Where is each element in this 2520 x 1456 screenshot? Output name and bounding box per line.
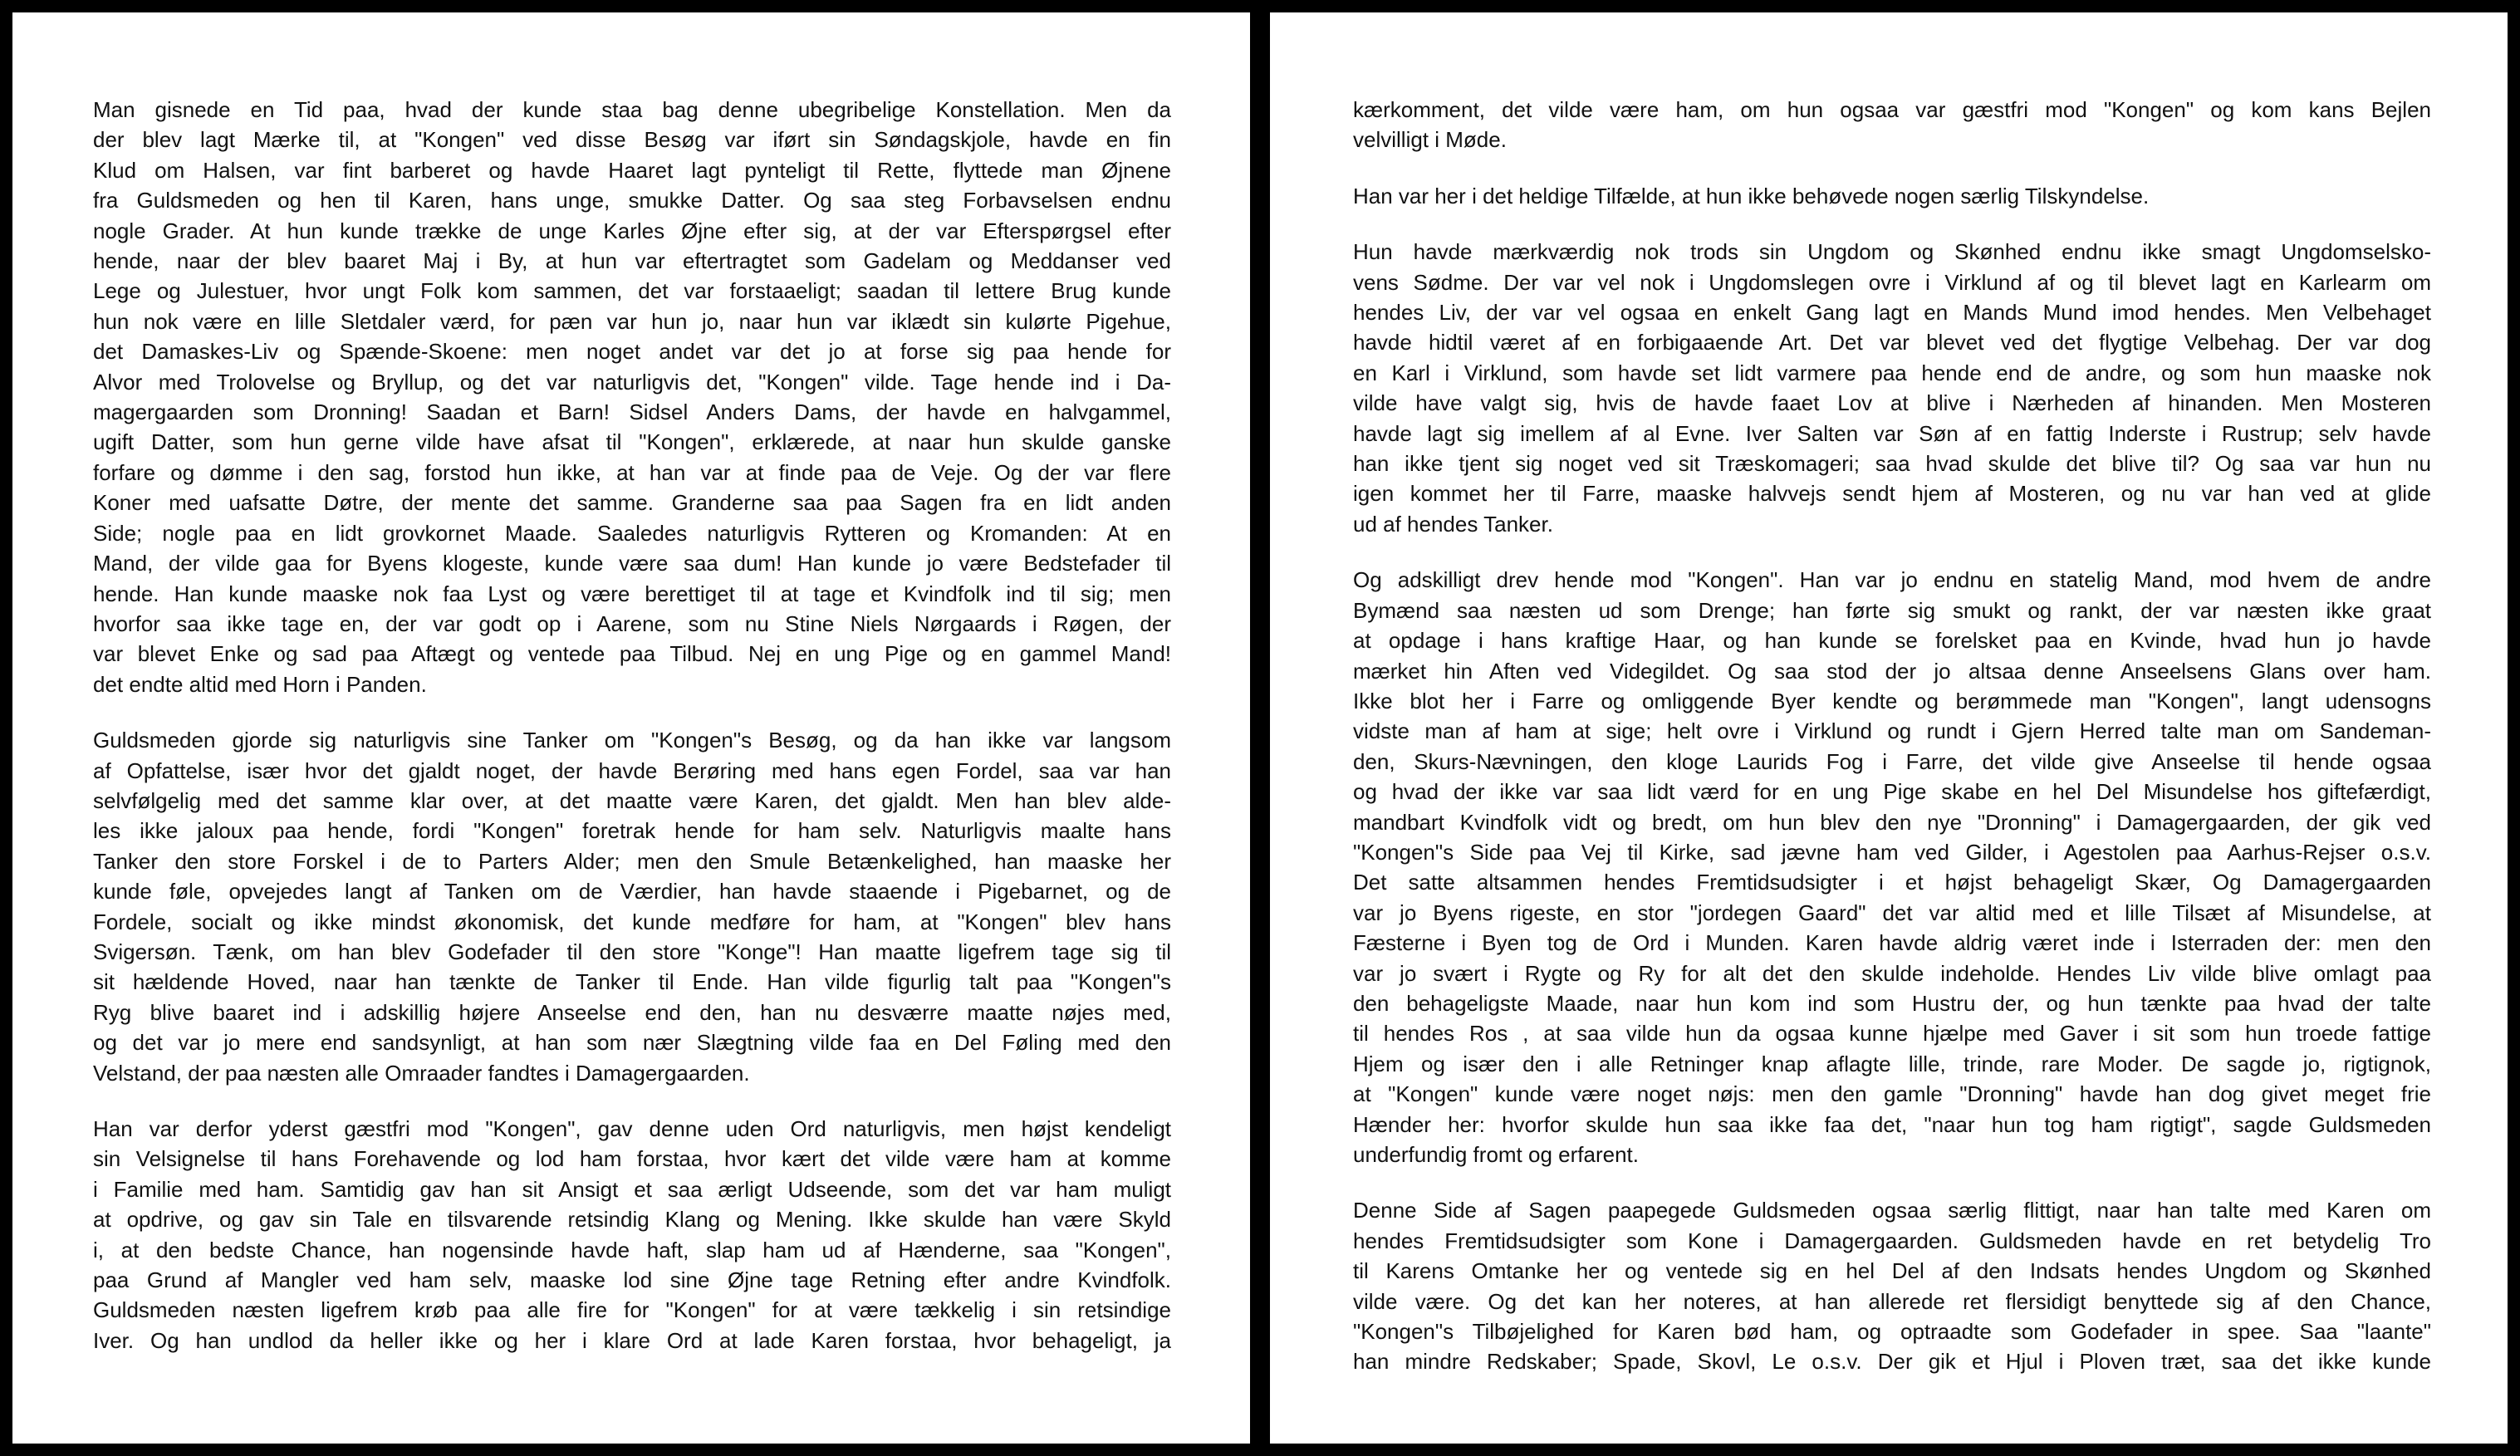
text-line: det Damaskes-Liv og Spænde-Skoene: men noget andet var det jo at forse sig paa hende for: [93, 339, 1171, 365]
text-line: havde hidtil været af en forbigaaende Art. Det var blevet ved det flygtige Velbehag. Der var dog: [1353, 330, 2431, 355]
text-line: at "Kongen" kunde være noget nøjs: men den gamle "Dronning" havde han dog givet meget frie: [1353, 1081, 2431, 1107]
text-line: Han var her i det heldige Tilfælde, at hun ikke behøvede nogen særlig Tilskyndelse.: [1353, 183, 2150, 208]
text-line: havde lagt sig imellem af al Evne. Iver Salten var Søn af en fattig Inderste i Rustrup; selv havde: [1353, 420, 2431, 446]
text-line: han ikke tjent sig noget ved sit Træskomageri; saa hvad skulde det blive til? Og saa var hun nu: [1353, 451, 2431, 477]
text-line: Man gisnede en Tid paa, hvad der kunde staa bag denne ubegribelige Konstellation. Men da: [93, 97, 1171, 122]
text-line: Koner med uafsatte Døtre, der mente det samme. Granderne saa paa Sagen fra en lidt anden: [93, 490, 1171, 516]
text-line: Svigersøn. Tænk, om han blev Godefader til den store "Konge"! Han maatte ligefrem tage sig til: [93, 939, 1171, 964]
text-line: vens Sødme. Der var vel nok i Ungdomslegen ovre i Virklund af og til blevet lagt en Karlearm om: [1353, 269, 2431, 295]
document-page-left: [12, 12, 1250, 1444]
text-line: kunde føle, opvejedes langt af Tanken om de Værdier, han havde staaende i Pigebarnet, og de: [93, 879, 1171, 904]
text-line: Denne Side af Sagen paapegede Guldsmeden ogsaa særlig flittigt, naar han talte med Karen om: [1353, 1198, 2431, 1223]
text-line: var blevet Enke og sad paa Aftægt og ventede paa Tilbud. Nej en ung Pige og en gammel Mand!: [93, 641, 1171, 667]
text-line: det endte altid med Horn i Panden.: [93, 671, 427, 697]
text-line: ugift Datter, som hun gerne vilde have afsat til "Kongen", erklærede, at naar hun skulde ganske: [93, 429, 1171, 455]
text-line: hende, naar der blev baaret Maj i By, at hun var eftertragtet som Gadelam og Meddanser ved: [93, 248, 1171, 274]
text-line: til hendes Ros , at saa vilde hun da ogsaa kunne hjælpe med Gaver i sit som hun troede fattige: [1353, 1021, 2431, 1047]
text-line: underfundig fromt og erfarent.: [1353, 1142, 1639, 1167]
paragraph: [1353, 237, 2431, 539]
text-line: Alvor med Trolovelse og Bryllup, og det var naturligvis det, "Kongen" vilde. Tage hende ind i Da-: [93, 369, 1171, 395]
text-line: "Kongen"s Side paa Vej til Kirke, sad jævne ham ved Gilder, i Agestolen paa Aarhus-Rejser o.s.v.: [1353, 839, 2431, 865]
text-line: var jo Byens rigeste, en stor "jordegen Gaard" det var altid med et lille Tilsæt af Misundelse, at: [1353, 900, 2431, 925]
text-line: og det var jo mere end sandsynligt, at han som nær Slægtning vilde faa en Del Føling med den: [93, 1030, 1171, 1056]
text-line: Det satte altsammen hendes Fremtidsudsigter i et højst behageligt Skær, Og Damagergaarden: [1353, 870, 2431, 895]
text-line: at opdrive, og gav sin Tale en tilsvarende retsindig Klang og Mening. Ikke skulde han være Skyld: [93, 1207, 1171, 1233]
text-line: Guldsmeden gjorde sig naturligvis sine Tanker om "Kongen"s Besøg, og da han ikke var langsom: [93, 728, 1171, 753]
text-line: igen kommet her til Farre, maaske halvvejs sendt hjem af Mosteren, og nu var han ved at glide: [1353, 481, 2431, 507]
text-line: Side; nogle paa en lidt grovkornet Maade. Saaledes naturligvis Rytteren og Kromanden: At en: [93, 520, 1171, 546]
text-line: Iver. Og han undlod da heller ikke og her i klare Ord at lade Karen forstaa, hvor behageligt, ja: [93, 1327, 1171, 1353]
text-line: Fæsterne i Byen tog de Ord i Munden. Karen havde aldrig været inde i Isterraden der: men den: [1353, 930, 2431, 956]
text-line: vilde være. Og det kan her noteres, at han allerede ret flersidigt benyttede sig af den Chance,: [1353, 1288, 2431, 1314]
text-line: hende. Han kunde maaske nok faa Lyst og være berettiget til at tage et Kvindfolk ind til sig; men: [93, 581, 1171, 606]
text-line: magergaarden som Dronning! Saadan et Barn! Sidsel Anders Dams, der havde en halvgammel,: [93, 400, 1171, 425]
text-line: Mand, der vilde gaa for Byens klogeste, kunde være saa dum! Han kunde jo være Bedstefader til: [93, 551, 1171, 576]
paragraph: [1353, 95, 2431, 155]
text-line: ud af hendes Tanker.: [1353, 511, 1553, 537]
text-line: selvfølgelig med det samme klar over, at det maatte være Karen, det gjaldt. Men han blev alde-: [93, 787, 1171, 813]
text-line: Hun havde mærkværdig nok trods sin Ungdom og Skønhed endnu ikke smagt Ungdomselsko-: [1353, 239, 2431, 265]
paragraph: [93, 1114, 1171, 1356]
text-line: den behageligste Maade, naar hun kom ind som Hustru der, og hun tænkte paa hvad der talte: [1353, 990, 2431, 1016]
text-line: vidste man af ham at sige; helt ovre i Virklund og rundt i Gjern Herred talte man om Sandeman-: [1353, 718, 2431, 744]
text-line: Bymænd saa næsten ud som Drenge; han førte sig smukt og rankt, der var næsten ikke graat: [1353, 597, 2431, 623]
document-page-right: [1270, 12, 2508, 1444]
text-line: der blev lagt Mærke til, at "Kongen" ved disse Besøg var iført sin Søndagskjole, havde en fin: [93, 127, 1171, 153]
text-line: hvorfor saa ikke tage en, der var godt op i Aarene, som nu Stine Niels Nørgaards i Røgen, der: [93, 610, 1171, 636]
text-line: forfare og dømme i den sag, forstod hun ikke, at han var at finde paa de Veje. Og der var flere: [93, 459, 1171, 485]
text-line: af Opfattelse, især hvor det gjaldt noget, der havde Berøring med hans egen Fordel, saa var han: [93, 757, 1171, 783]
text-line: les ikke jaloux paa hende, fordi "Kongen" foretrak hende for ham selv. Naturligvis maalte hans: [93, 818, 1171, 844]
text-line: "Kongen"s Tilbøjelighed for Karen bød ham, og optraadte som Godefader in spee. Saa "laante": [1353, 1319, 2431, 1345]
text-line: den, Skurs-Nævningen, den kloge Laurids Fog i Farre, det vilde give Anseelse til hende ogsaa: [1353, 748, 2431, 774]
text-line: Og adskilligt drev hende mod "Kongen". Han var jo endnu en statelig Mand, mod hvem de andre: [1353, 567, 2431, 593]
paragraph: [1353, 181, 2431, 211]
text-line: nogle Grader. At hun kunde trække de unge Karles Øjne efter sig, at der var Efterspørgsel efter: [93, 218, 1171, 243]
text-line: Tanker den store Forskel i de to Parters Alder; men den Smule Betænkelighed, han maaske her: [93, 848, 1171, 874]
text-line: paa Grund af Mangler ved ham selv, maaske lod sine Øjne tage Retning efter andre Kvindfolk.: [93, 1267, 1171, 1293]
text-line: sin Velsignelse til hans Forehavende og lod ham forstaa, hvor kært det vilde være ham at komme: [93, 1146, 1171, 1172]
text-line: en Karl i Virklund, som havde set lidt varmere paa hende end de andre, og som hun maaske nok: [1353, 360, 2431, 385]
text-line: Lege og Julestuer, hvor ungt Folk kom sammen, det var forstaaeligt; saadan til lettere Brug kunde: [93, 278, 1171, 304]
text-line: velvilligt i Møde.: [1353, 127, 1507, 153]
paragraph: [93, 725, 1171, 1088]
text-line: sit hældende Hoved, naar han tænkte de Tanker til Ende. Han vilde figurlig talt paa "Kongen"s: [93, 969, 1171, 995]
text-line: mandbart Kvindfolk vidt og bredt, om hun blev den nye "Dronning" i Damagergaarden, der gik ved: [1353, 809, 2431, 835]
text-line: Hænder her: hvorfor skulde hun saa ikke faa det, "naar hun tog ham rigtigt", sagde Guldsmeden: [1353, 1111, 2431, 1137]
text-line: mærket hin Aften ved Videgildet. Og saa stod der jo altsaa denne Anseelsens Glans over ham.: [1353, 658, 2431, 684]
text-line: hendes Liv, der var vel ogsaa en enkelt Gang lagt en Mands Mund imod hendes. Men Velbehaget: [1353, 300, 2431, 326]
text-line: fra Guldsmeden og hen til Karen, hans unge, smukke Datter. Og saa steg Forbavselsen endnu: [93, 188, 1171, 213]
text-line: i, at den bedste Chance, han nogensinde havde haft, slap ham ud af Hænderne, saa "Kongen",: [93, 1237, 1171, 1262]
text-line: Ikke blot her i Farre og omliggende Byer kendte og berømmede man "Kongen", langt udensogns: [1353, 688, 2431, 713]
text-line: vilde have valgt sig, hvis de havde faaet Lov at blive i Nærheden af hinanden. Men Mosteren: [1353, 390, 2431, 416]
text-line: var jo svært i Rygte og Ry for alt det den skulde indeholde. Hendes Liv vilde blive omlagt paa: [1353, 960, 2431, 986]
text-line: Han var derfor yderst gæstfri mod "Kongen", gav denne uden Ord naturligvis, men højst kendeligt: [93, 1116, 1171, 1141]
text-line: Guldsmeden næsten ligefrem krøb paa alle fire for "Kongen" for at være tækkelig i sin retsindige: [93, 1297, 1171, 1323]
text-line: hun nok være en lille Sletdaler værd, for pæn var hun jo, naar hun var iklædt sin kulørte Pigehue,: [93, 308, 1171, 334]
text-line: og hvad der ikke var saa lidt værd for en ung Pige skabe en hel Del Misundelse hos giftefærdigt,: [1353, 779, 2431, 805]
page-text: [93, 95, 1171, 1381]
text-line: Klud om Halsen, var fint barberet og havde Haaret lagt pynteligt til Rette, flyttede man Øjnene: [93, 157, 1171, 183]
text-line: Hjem og især den i alle Retninger knap aflagte lille, trinde, rare Moder. De sagde jo, rigtignok,: [1353, 1051, 2431, 1076]
paragraph: [93, 95, 1171, 699]
text-line: hendes Fremtidsudsigter som Kone i Damagergaarden. Guldsmeden havde en ret betydelig Tro: [1353, 1228, 2431, 1253]
text-line: Fordele, socialt og ikke mindst økonomisk, det kunde medføre for ham, at "Kongen" blev hans: [93, 909, 1171, 934]
paragraph: [1353, 565, 2431, 1169]
paragraph: [1353, 1195, 2431, 1376]
text-line: kærkomment, det vilde være ham, om hun ogsaa var gæstfri mod "Kongen" og kom kans Bejlen: [1353, 97, 2431, 122]
text-line: at opdage i hans kraftige Haar, og han kunde se forelsket paa en Kvinde, hvad hun jo havde: [1353, 628, 2431, 654]
text-line: i Familie med ham. Samtidig gav han sit Ansigt et saa ærligt Udseende, som det var ham muligt: [93, 1176, 1171, 1202]
page-text: [1353, 95, 2431, 1403]
text-line: Velstand, der paa næsten alle Omraader fandtes i Damagergaarden.: [93, 1060, 750, 1086]
text-line: til Karens Omtanke her og ventede sig en hel Del af den Indsats hendes Ungdom og Skønhed: [1353, 1258, 2431, 1284]
text-line: Ryg blive baaret ind i adskillig højere Anseelse end den, han nu desværre maatte nøjes med,: [93, 999, 1171, 1025]
text-line: han mindre Redskaber; Spade, Skovl, Le o.s.v. Der gik et Hjul i Ploven træt, saa det ikke kunde: [1353, 1349, 2431, 1375]
